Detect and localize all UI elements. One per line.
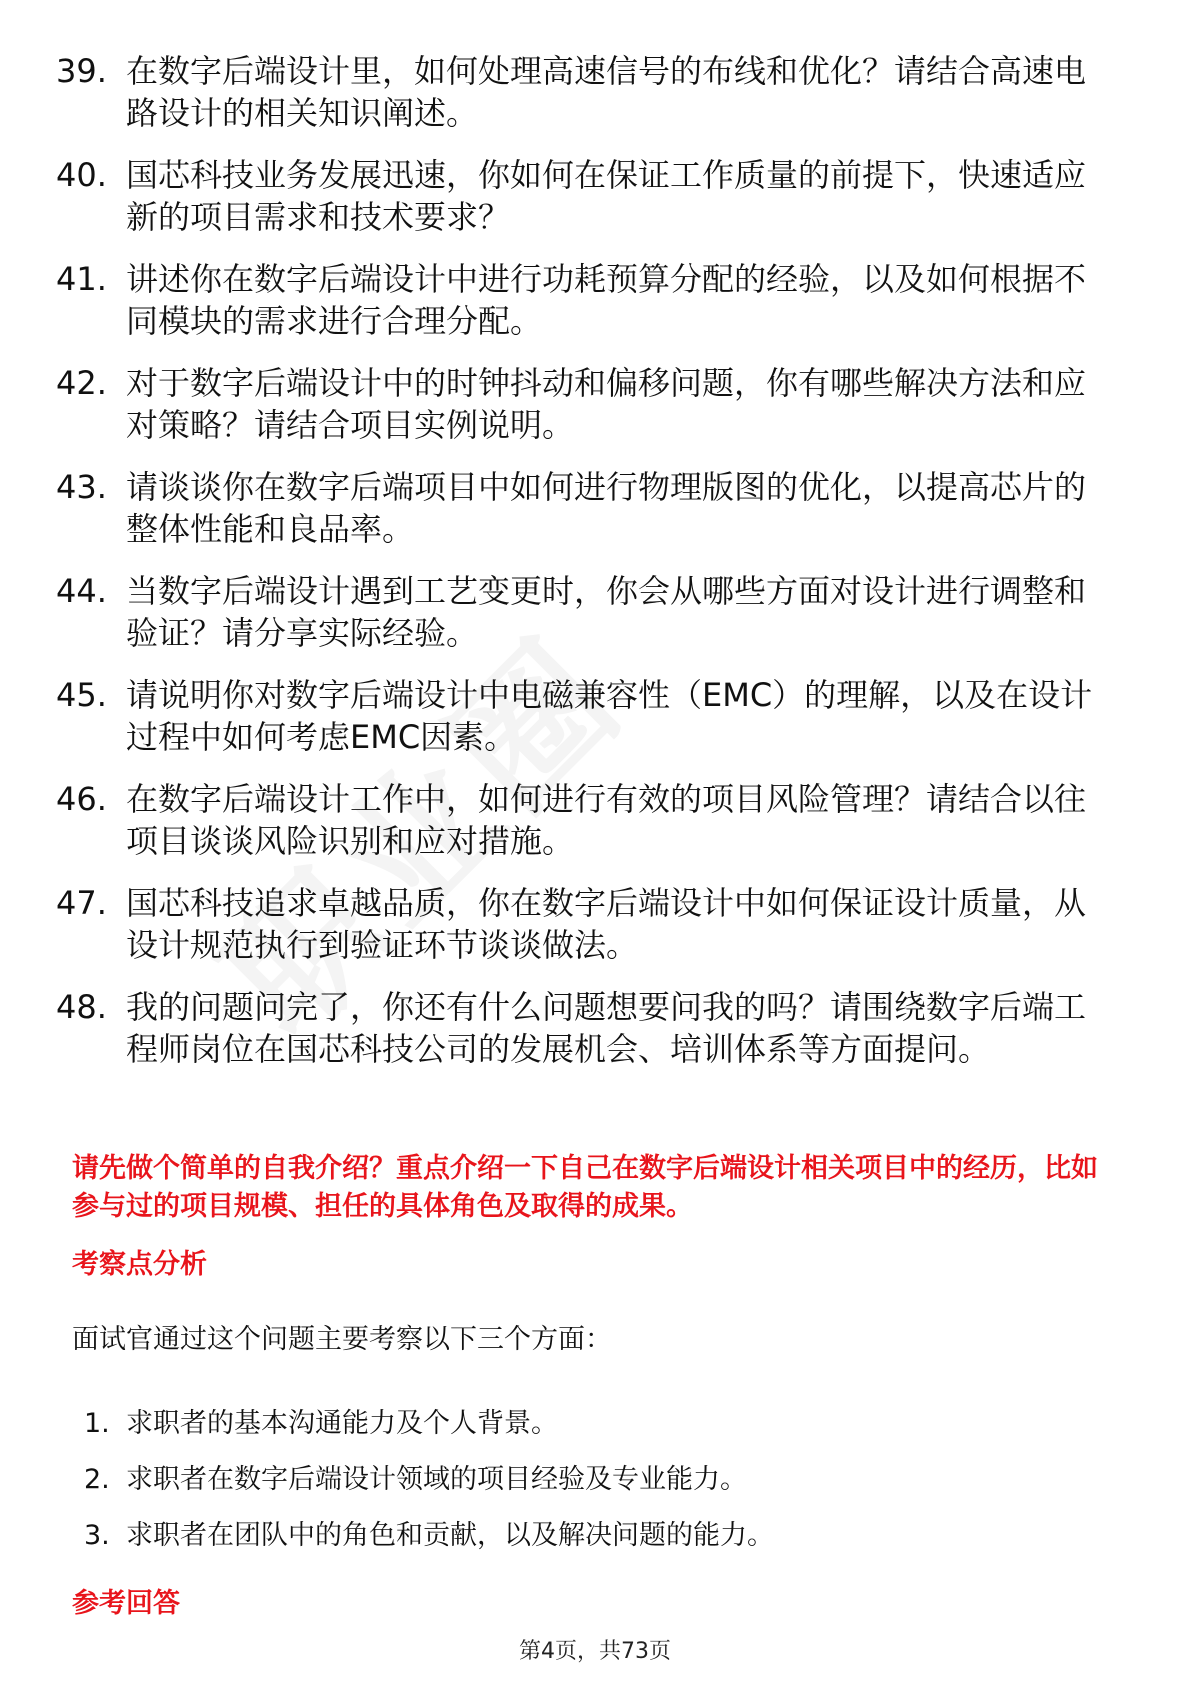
question-number: 46. bbox=[56, 780, 107, 818]
question-item bbox=[56, 50, 1116, 134]
question-number: 43. bbox=[56, 468, 107, 506]
question-number: 45. bbox=[56, 676, 107, 714]
question-text: 在数字后端设计工作中，如何进行有效的项目风险管理？请结合以往项目谈谈风险识别和应对措施。 bbox=[126, 780, 1087, 860]
question-text: 对于数字后端设计中的时钟抖动和偏移问题，你有哪些解决方法和应对策略？请结合项目实例说明。 bbox=[126, 364, 1087, 444]
analysis-intro: 面试官通过这个问题主要考察以下三个方面： bbox=[72, 1324, 612, 1355]
question-item bbox=[56, 258, 1116, 342]
question-number: 48. bbox=[56, 988, 107, 1026]
question-text: 请说明你对数字后端设计中电磁兼容性（EMC）的理解，以及在设计过程中如何考虑EMC因素。 bbox=[126, 676, 1093, 756]
question-text: 国芯科技业务发展迅速，你如何在保证工作质量的前提下，快速适应新的项目需求和技术要求？ bbox=[126, 156, 1087, 236]
highlight-question: 请先做个简单的自我介绍？重点介绍一下自己在数字后端设计相关项目中的经历，比如参与过的项目规模、担任的具体角色及取得的成果。 bbox=[72, 1153, 1098, 1222]
question-item bbox=[56, 986, 1116, 1070]
reference-answer-title: 参考回答 bbox=[72, 1588, 180, 1619]
point-text: 求职者的基本沟通能力及个人背景。 bbox=[126, 1408, 558, 1439]
question-item bbox=[56, 882, 1116, 966]
question-item bbox=[56, 154, 1116, 238]
question-number: 44. bbox=[56, 572, 107, 610]
question-text: 我的问题问完了，你还有什么问题想要问我的吗？请围绕数字后端工程师岗位在国芯科技公司的发展机会、培训体系等方面提问。 bbox=[126, 988, 1087, 1068]
analysis-point bbox=[84, 1406, 1084, 1442]
analysis-point bbox=[84, 1518, 1084, 1554]
question-number: 42. bbox=[56, 364, 107, 402]
analysis-point bbox=[84, 1462, 1084, 1498]
point-text: 求职者在团队中的角色和贡献，以及解决问题的能力。 bbox=[126, 1520, 774, 1551]
question-text: 在数字后端设计里，如何处理高速信号的布线和优化？请结合高速电路设计的相关知识阐述。 bbox=[126, 52, 1087, 132]
page-footer: 第4页，共73页 bbox=[519, 1639, 671, 1664]
question-item bbox=[56, 674, 1116, 758]
question-number: 40. bbox=[56, 156, 107, 194]
point-text: 求职者在数字后端设计领域的项目经验及专业能力。 bbox=[126, 1464, 747, 1495]
point-number: 1. bbox=[84, 1408, 110, 1439]
question-number: 47. bbox=[56, 884, 107, 922]
question-item bbox=[56, 466, 1116, 550]
question-number: 41. bbox=[56, 260, 107, 298]
question-list bbox=[56, 50, 1116, 1090]
analysis-title: 考察点分析 bbox=[72, 1249, 207, 1280]
question-text: 当数字后端设计遇到工艺变更时，你会从哪些方面对设计进行调整和验证？请分享实际经验。 bbox=[126, 572, 1087, 652]
question-text: 讲述你在数字后端设计中进行功耗预算分配的经验，以及如何根据不同模块的需求进行合理分配。 bbox=[126, 260, 1087, 340]
point-number: 3. bbox=[84, 1520, 110, 1551]
question-text: 请谈谈你在数字后端项目中如何进行物理版图的优化，以提高芯片的整体性能和良品率。 bbox=[126, 468, 1087, 548]
question-number: 39. bbox=[56, 52, 107, 90]
question-item bbox=[56, 570, 1116, 654]
question-item bbox=[56, 362, 1116, 446]
question-text: 国芯科技追求卓越品质，你在数字后端设计中如何保证设计质量，从设计规范执行到验证环节谈谈做法。 bbox=[126, 884, 1087, 964]
question-item bbox=[56, 778, 1116, 862]
analysis-points bbox=[84, 1406, 1084, 1574]
point-number: 2. bbox=[84, 1464, 110, 1495]
